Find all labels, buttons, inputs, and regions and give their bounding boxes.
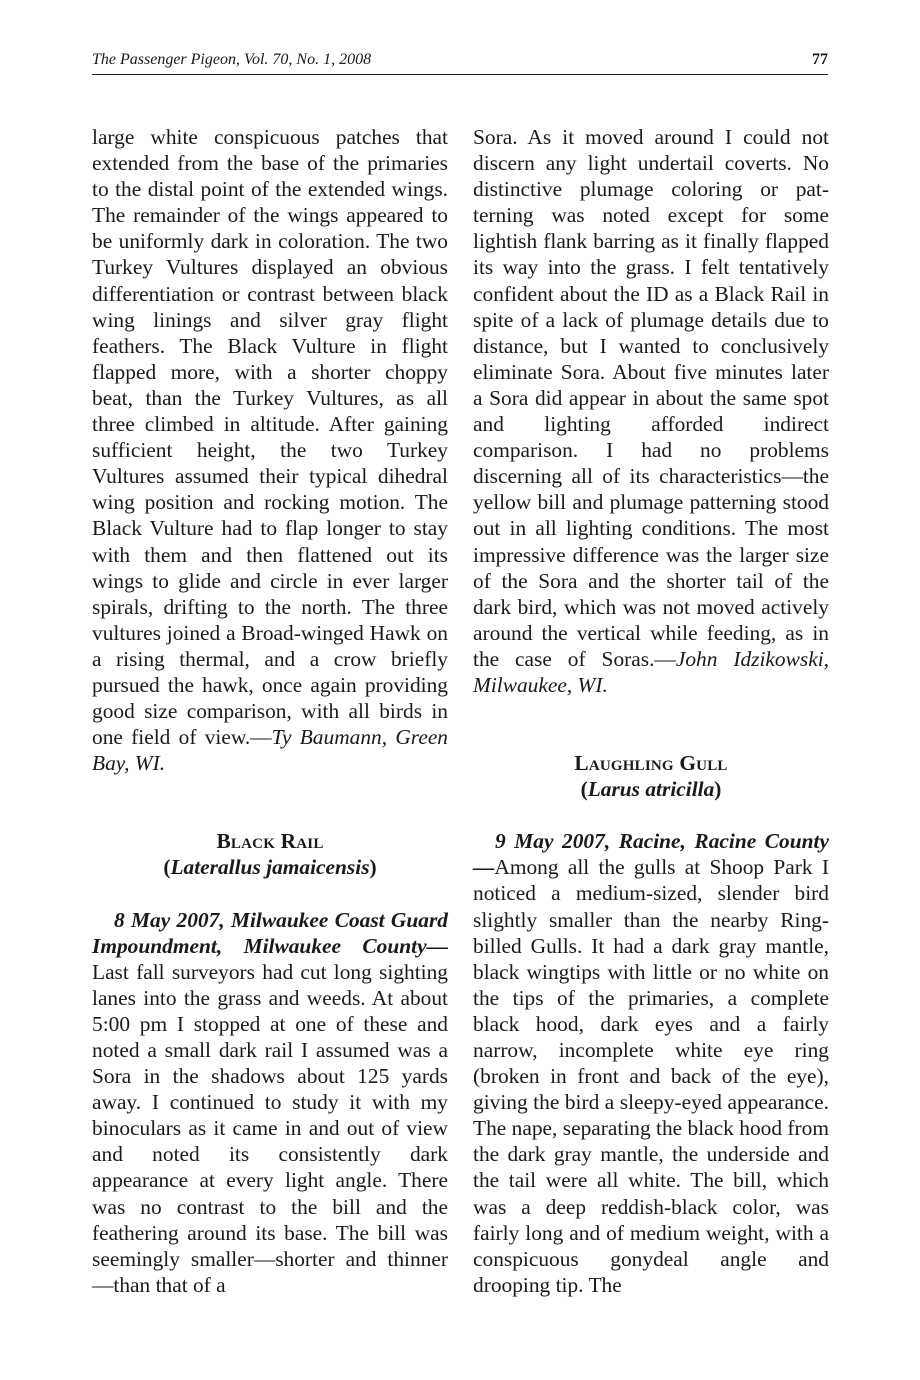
journal-title: The Passenger Pigeon, Vol. 70, No. 1, 2008 bbox=[92, 51, 372, 68]
black-rail-scientific-name: Laterallus jamaicensis bbox=[170, 855, 370, 880]
black-rail-signature: John Idzikowski, Milwaukee, WI. bbox=[473, 646, 829, 697]
black-rail-heading bbox=[92, 828, 448, 854]
laughing-gull-account bbox=[473, 828, 829, 1298]
vulture-account-continued bbox=[92, 124, 448, 776]
laughing-gull-common-name: Laughling Gull bbox=[574, 751, 728, 776]
laughing-gull-heading bbox=[473, 750, 829, 776]
vulture-account-text: large white conspicuous patches that extended from the base of the primaries to the distal point of the extended wings. The remainder of the wings appeared to be uniformly dark in coloration. The two Turkey Vultures displayed an obvious differentiation or contrast between black wing linings and silver gray flight feathers. The Black Vulture in flight flapped more, with a shorter choppy beat, than the Turkey Vultures, as all three climbed in altitude. After gaining sufficient height, the two Turkey Vultures assumed their typical dihedral wing position and rocking motion. The Black Vulture had to flap longer to stay with them and then flattened out its wings to glide and circle in ever larger spirals, drifting to the north. The three vultures joined a Broad-winged Hawk on a rising thermal, and a crow briefly pursued the hawk, once again providing good size comparison, with all birds in one field of view.— bbox=[92, 125, 448, 750]
black-rail-continued-text: Sora. As it moved around I could not discern any light undertail coverts. No distinctive plumage coloring or patterning was noted except for some lightish flank barring as it finally flapped its way into the grass. I felt tentatively confident about the ID as a Black Rail in spite of a lack of plumage details due to distance, but I wanted to conclusively eliminate Sora. About five minutes later a Sora did appear in about the same spot and lighting afforded indirect comparison. I had no problems discerning all of its characteristics—the yellow bill and plumage patterning stood out in all lighting conditions. The most impressive difference was the larger size of the Sora and the shorter tail of the dark bird, which was not moved actively around the vertical while feeding, as in the case of Soras.— bbox=[473, 125, 829, 671]
running-header bbox=[92, 50, 828, 75]
laughing-gull-date-location: 9 May 2007, Racine, Racine County— bbox=[473, 829, 829, 880]
black-rail-account-text: Last fall surveyors had cut long sighting lanes into the grass and weeds. At about 5:00 pm I stopped at one of these and noted a small dark rail I assumed was a Sora in the shadows about 125 yards away. I continued to study it with my binoculars as it came in and out of view and noted its consistently dark appearance at every light angle. There was no contrast to the bill and the feathering around its base. The bill was seemingly smaller—shorter and thinner—than that of a bbox=[92, 959, 448, 1297]
black-rail-scientific-line: (Laterallus jamaicensis) bbox=[163, 855, 377, 880]
page-number: 77 bbox=[812, 51, 828, 68]
right-column bbox=[473, 124, 829, 1298]
black-rail-common-name: Black Rail bbox=[216, 829, 324, 854]
laughing-gull-scientific-line: (Larus atricilla) bbox=[580, 777, 722, 802]
black-rail-account-continued bbox=[473, 124, 829, 698]
laughing-gull-account-text: Among all the gulls at Shoop Park I noticed a medium-sized, slender bird slightly smaller than the nearby Ring-billed Gulls. It had a dark gray mantle, black wingtips with little or no white on the tips of the primaries, a complete black hood, dark eyes and a fairly narrow, incomplete white eye ring (broken in front and back of the eye), giving the bird a sleepy-eyed appearance. The nape, separating the black hood from the dark gray mantle, the underside and the tail were all white. The bill, which was a deep reddish-black color, was fairly long and of medium weight, with a conspicuous gonydeal angle and drooping tip. The bbox=[473, 855, 829, 1297]
laughing-gull-scientific-name: Larus atricilla bbox=[587, 777, 715, 802]
left-column bbox=[92, 124, 448, 1298]
black-rail-date-location: 8 May 2007, Milwaukee Coast Guard Impoundment, Milwaukee County— bbox=[92, 907, 448, 958]
vulture-account-signature: Ty Baumann, Green Bay, WI. bbox=[92, 725, 449, 776]
black-rail-account bbox=[92, 907, 448, 1298]
